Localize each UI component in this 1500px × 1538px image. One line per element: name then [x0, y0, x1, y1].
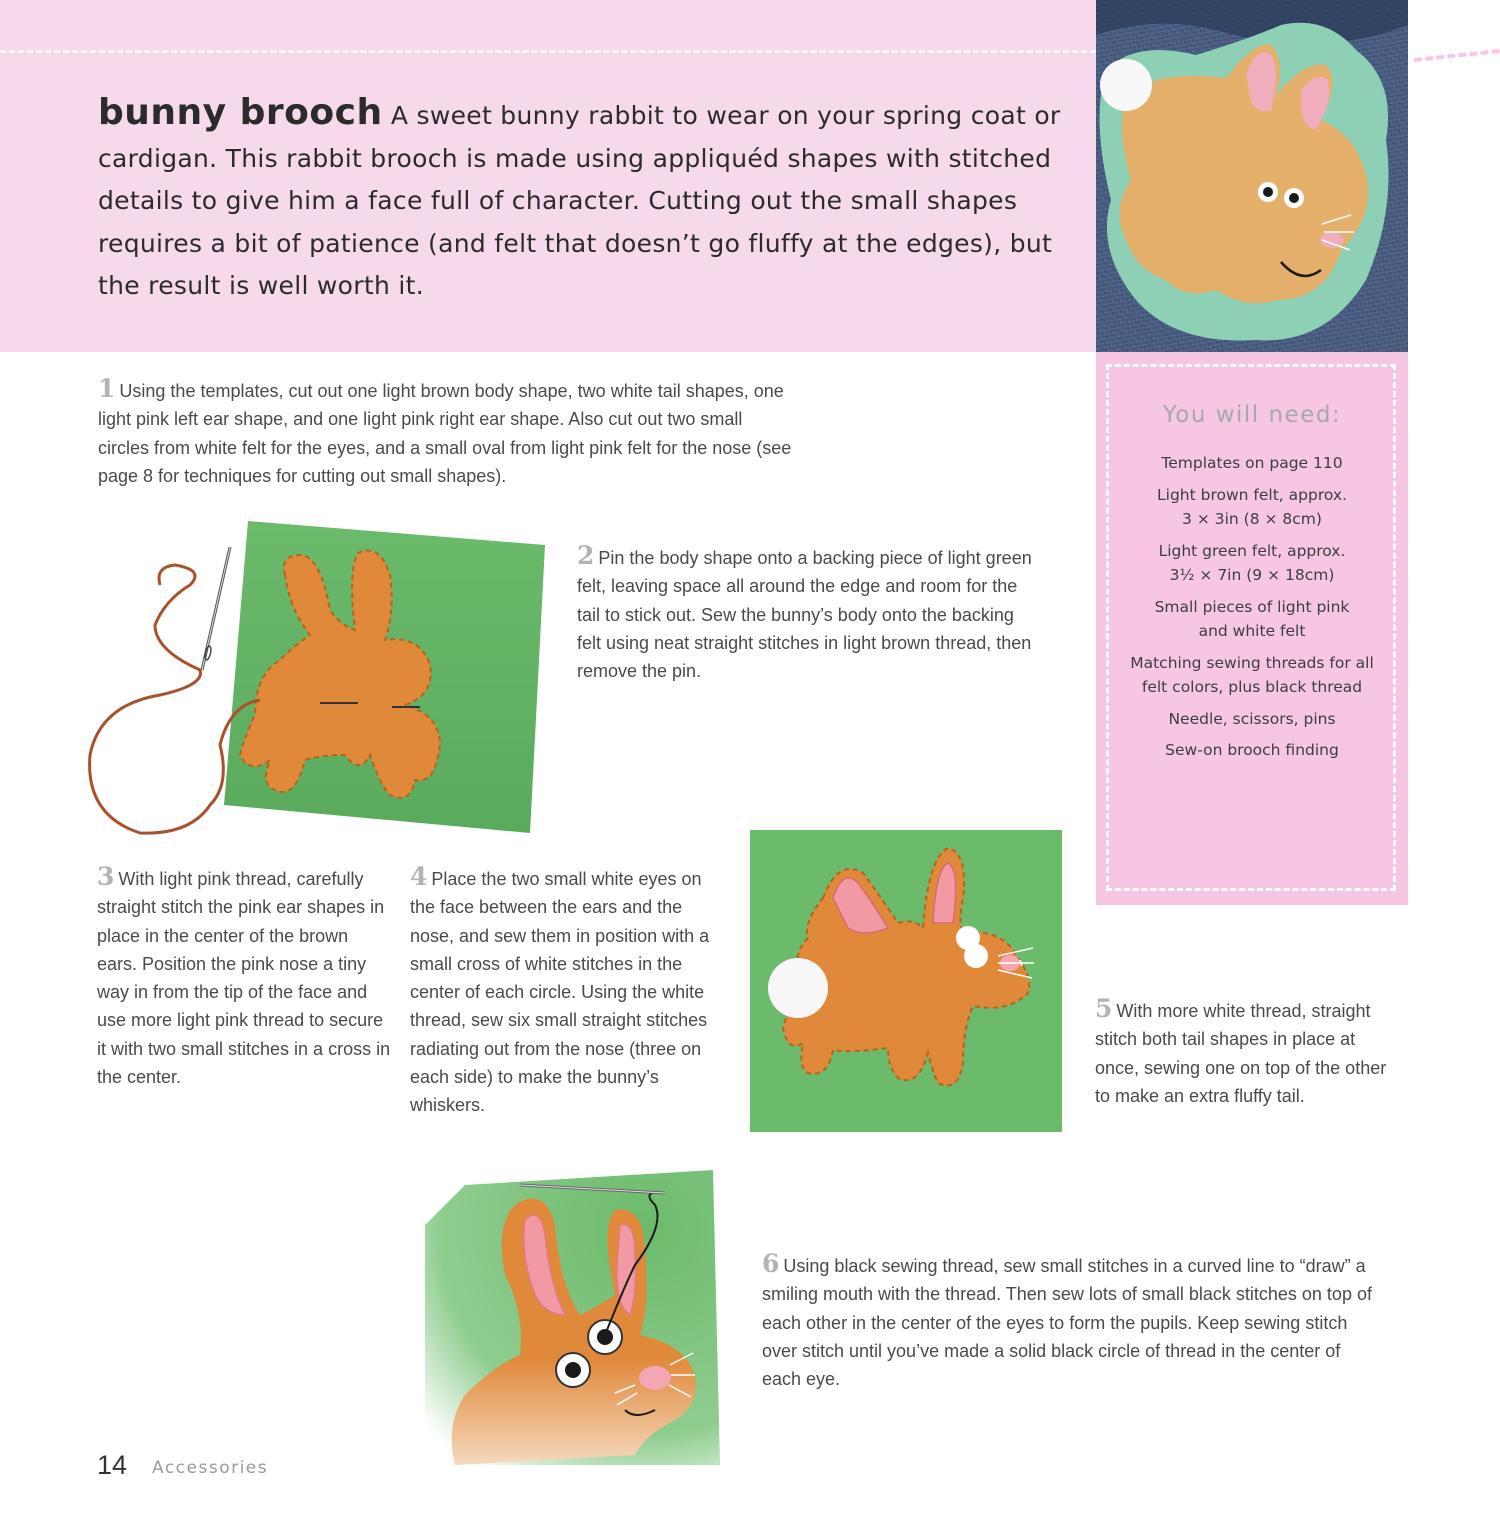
materials-item-line: felt colors, plus black thread: [1141, 678, 1363, 696]
materials-item: [1110, 539, 1394, 588]
step-number: 3: [97, 862, 115, 891]
materials-item-line: Light green felt, approx.: [1158, 541, 1346, 560]
step-number: 1: [98, 374, 116, 403]
step-4-illustration: [748, 828, 1064, 1134]
materials-item-line: and white felt: [1198, 622, 1306, 640]
step-number: 5: [1095, 994, 1113, 1023]
materials-item: [1110, 483, 1394, 532]
step-text: Using the templates, cut out one light brown body shape, two white tail shapes, one light pink left ear shape, and one light pink right ear shape. Also cut out two small circles from white felt for the eyes, and a small oval from light pink felt for the nose (see page 8 for techniques for cutting out small shapes).: [98, 381, 792, 486]
materials-item: [1110, 707, 1394, 732]
intro-text: A sweet bunny rabbit to wear on your spring coat or cardigan. This rabbit brooch is made using appliquéd shapes with stitched details to give him a face full of character. Cutting out the small shapes requires a bit of patience (and felt that doesn’t go fluffy at the edges), but the result is well worth it.: [98, 101, 1061, 300]
step-6-illustration: [425, 1165, 725, 1465]
step-2-illustration: [80, 515, 550, 845]
materials-item: [1110, 738, 1394, 763]
materials-item-line: Small pieces of light pink: [1154, 597, 1350, 616]
step-text: Pin the body shape onto a backing piece of light green felt, leaving space all around the edge and room for the tail to stick out. Sew the bunny’s body onto the backing felt using neat straight stitches in light brown thread, then remove the pin.: [577, 548, 1032, 682]
brooch-photo: [1096, 0, 1408, 352]
materials-item: [1110, 451, 1394, 476]
step-6: [762, 1250, 1377, 1393]
materials-item-line: Needle, scissors, pins: [1168, 709, 1336, 728]
step-1: [98, 375, 798, 490]
page-edge-stitch: [1414, 49, 1500, 62]
step-number: 2: [577, 541, 595, 570]
step-text: With light pink thread, carefully straight stitch the pink ear shapes in place in the center of the brown ears. Position the pink nose a tiny way in from the tip of the face and use more light pink thread to secure it with two small stitches in a cross in the center.: [97, 869, 391, 1088]
step-text: Using black sewing thread, sew small stitches in a curved line to “draw” a smiling mouth with the thread. Then sew lots of small black stitches on top of each other in the center of the eyes to form the pupils. Keep sewing stitch over stitch until you’ve made a solid black circle of thread in the center of each eye.: [762, 1256, 1372, 1390]
page-number: 14: [97, 1450, 128, 1480]
step-number: 6: [762, 1249, 780, 1278]
step-number: 4: [410, 862, 428, 891]
materials-item: [1110, 595, 1394, 644]
step-text: Place the two small white eyes on the face between the ears and the nose, and sew them in position with a small cross of white stitches in the center of each circle. Using the white thread, sew six small straight stitches radiating out from the nose (three on each side) to make the bunny’s whiskers.: [410, 869, 710, 1116]
page-title: bunny brooch: [98, 92, 383, 133]
step-4: [410, 863, 730, 1120]
materials-item-line: Templates on page 110: [1161, 454, 1343, 472]
step-text: With more white thread, straight stitch both tail shapes in place at once, sewing one on top of the other to make an extra fluffy tail.: [1095, 1001, 1387, 1106]
materials-item-line: 3 × 3in (8 × 8cm): [1182, 510, 1322, 528]
step-2: [577, 542, 1032, 685]
materials-item-line: 3½ × 7in (9 × 18cm): [1169, 566, 1335, 584]
materials-title: You will need:: [1162, 402, 1342, 428]
materials-item-line: Light brown felt, approx.: [1157, 485, 1347, 504]
header-stitch-line: [0, 50, 1096, 53]
materials-item-line: Matching sewing threads for all: [1130, 653, 1374, 672]
materials-list: [1110, 451, 1394, 770]
step-3: [97, 863, 392, 1091]
materials-item: [1110, 651, 1394, 700]
header-intro: [98, 92, 1073, 308]
materials-item-line: Sew-on brooch finding: [1165, 741, 1339, 759]
step-5: [1095, 995, 1395, 1110]
section-label: Accessories: [152, 1458, 269, 1478]
